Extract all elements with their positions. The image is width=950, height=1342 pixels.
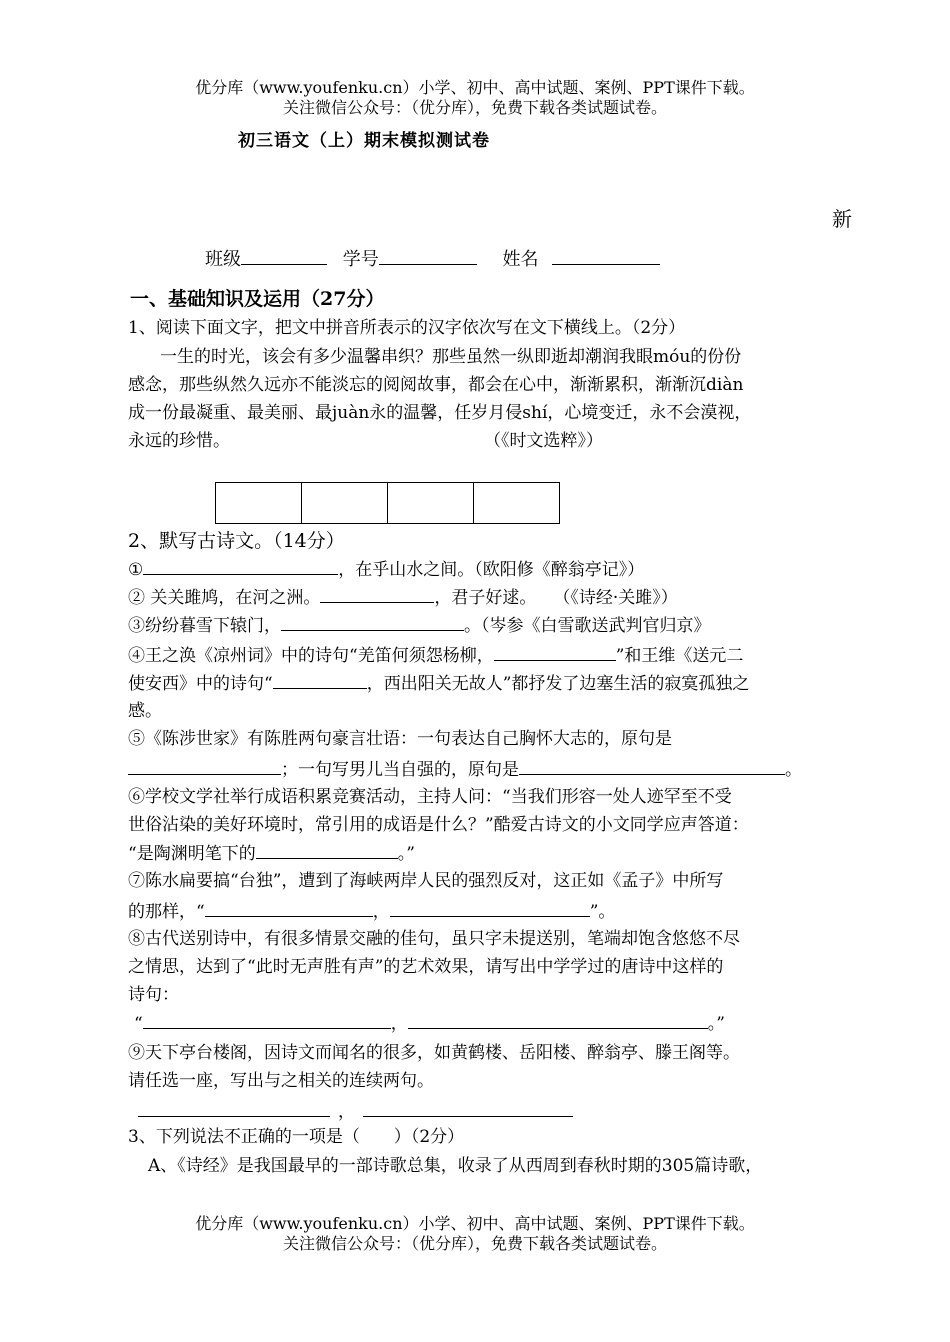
q1-passage-line: 感念，那些纵然久远亦不能淡忘的阅阅故事，都会在心中，渐渐累积，渐渐沉diàn: [128, 375, 744, 395]
q1-source: （《时文选粹》）: [484, 431, 603, 451]
answer-blank[interactable]: [205, 900, 373, 917]
class-field[interactable]: [241, 248, 327, 265]
q2-item-8b: 之情思，达到了“此时无声胜有声”的艺术效果，请写出中学学过的唐诗中这样的: [128, 957, 724, 977]
section-1-heading: 一、基础知识及运用（27分）: [130, 288, 385, 310]
item-text: ③纷纷暮雪下辕门，: [128, 616, 281, 636]
item-text: ，: [338, 1102, 355, 1122]
student-info-row: [205, 248, 660, 271]
q2-item-9c: [138, 1100, 573, 1123]
q3-option-a: A、《诗经》是我国最早的一部诗歌总集，收录了从西周到春秋时期的305篇诗歌，: [148, 1156, 763, 1176]
item-text: 。”: [707, 1014, 725, 1034]
answer-cell[interactable]: [388, 483, 474, 523]
q2-item-8c: 诗句：: [128, 985, 179, 1005]
answer-blank[interactable]: [408, 1012, 708, 1029]
q2-item-4a: [128, 644, 743, 667]
item-text: ”。: [589, 902, 616, 922]
id-field[interactable]: [379, 248, 477, 265]
item-text: ；一句写男儿当自强的，原句是: [281, 760, 519, 780]
q2-item-7a: ⑦陈水扁要搞“台独”，遭到了海峡两岸人民的强烈反对，这正如《孟子》中所写: [128, 871, 724, 891]
item-text: ”和王维《送元二: [615, 646, 744, 666]
item-text: ，: [390, 1014, 408, 1034]
q1-passage-line: 一生的时光，该会有多少温馨串织？那些虽然一纵即逝却潮润我眼móu的份份: [160, 347, 742, 367]
header-line-2: 关注微信公众号：（优分库），免费下载各类试题试卷。: [282, 98, 667, 117]
q2-item-8a: ⑧古代送别诗中，有很多情景交融的佳句，虽只字未提送别，笔端却饱含悠悠不尽: [128, 929, 740, 949]
page-title: 初三语文（上）期末模拟测试卷: [238, 131, 490, 151]
item-text: 。（岑参《白雪歌送武判官归京》: [464, 616, 711, 636]
q2-item-4c: 感。: [128, 701, 162, 721]
item-text: “: [134, 1014, 143, 1034]
answer-blank[interactable]: [519, 758, 785, 775]
class-label: 班级: [205, 249, 241, 270]
q1-passage-line: 成一份最凝重、最美丽、最juàn永的温馨，任岁月侵shí，心境变迁，永不会漠视，: [128, 403, 752, 423]
item-text: ，在乎山水之间。（欧阳修《醉翁亭记》）: [338, 560, 645, 580]
item-text: ，: [372, 902, 390, 922]
item-text: ①: [128, 560, 144, 580]
q2-item-6b: 世俗沾染的美好环境时，常引用的成语是什么？”酷爱古诗文的小文同学应声答道：: [128, 815, 749, 835]
q2-item-5a: ⑤《陈涉世家》有陈胜两句豪言壮语：一句表达自己胸怀大志的，原句是: [128, 729, 672, 749]
answer-blank[interactable]: [128, 758, 281, 775]
answer-blank[interactable]: [256, 842, 398, 859]
item-text: ，君子好逑。 （《诗经·关雎》）: [434, 588, 678, 608]
answer-blank[interactable]: [320, 586, 434, 603]
name-label: 姓名: [502, 249, 539, 270]
item-text: 。: [785, 760, 802, 780]
q2-item-6a: ⑥学校文学社举行成语积累竞赛活动，主持人问：“当我们形容一处人迹罕至不受: [128, 787, 732, 807]
answer-blank[interactable]: [281, 614, 464, 631]
answer-cell[interactable]: [474, 483, 559, 523]
q1-answer-grid: [215, 482, 560, 524]
item-text: ，西出阳关无故人”都抒发了边塞生活的寂寞孤独之: [366, 674, 750, 694]
answer-blank[interactable]: [138, 1100, 330, 1117]
q2-item-7b: [128, 900, 615, 923]
q2-item-4b: [128, 672, 749, 695]
header-line-1: 优分库（www.youfenku.cn）小学、初中、高中试题、案例、PPT课件下载。: [195, 78, 755, 97]
answer-blank[interactable]: [494, 644, 616, 661]
name-field[interactable]: [552, 248, 660, 265]
answer-blank[interactable]: [143, 558, 338, 575]
footer-line-2: 关注微信公众号：（优分库），免费下载各类试题试卷。: [282, 1234, 667, 1253]
answer-blank[interactable]: [143, 1012, 391, 1029]
footer-line-1: 优分库（www.youfenku.cn）小学、初中、高中试题、案例、PPT课件下载。: [195, 1214, 755, 1233]
q2-item-1: [128, 558, 644, 581]
item-text: 的那样，“: [128, 902, 205, 922]
answer-blank[interactable]: [363, 1100, 573, 1117]
q2-item-5b: [128, 758, 802, 781]
item-text: ② 关关雎鸠，在河之洲。: [128, 588, 321, 608]
item-text: ④王之涣《凉州词》中的诗句“羌笛何须怨杨柳，: [128, 646, 494, 666]
q3-prompt: 3、下列说法不正确的一项是（ ）（2分）: [128, 1127, 465, 1147]
q1-passage-line: 永远的珍惜。: [128, 431, 230, 451]
item-text: 。”: [397, 844, 415, 864]
q2-item-2: [128, 586, 678, 609]
corner-char: 新: [832, 207, 852, 231]
answer-cell[interactable]: [216, 483, 302, 523]
answer-blank[interactable]: [273, 672, 367, 689]
q2-item-9b: 请任选一座，写出与之相关的连续两句。: [128, 1071, 434, 1091]
item-text: 使安西》中的诗句“: [128, 674, 273, 694]
q2-item-6c: [128, 842, 415, 865]
q2-item-8d: [134, 1012, 725, 1035]
answer-cell[interactable]: [302, 483, 388, 523]
q2-item-3: [128, 614, 711, 637]
q1-prompt: 1、阅读下面文字，把文中拼音所表示的汉字依次写在文下横线上。（2分）: [128, 318, 686, 338]
item-text: “是陶渊明笔下的: [128, 844, 256, 864]
q2-item-9a: ⑨天下亭台楼阁，因诗文而闻名的很多，如黄鹤楼、岳阳楼、醉翁亭、滕王阁等。: [128, 1043, 740, 1063]
id-label: 学号: [342, 249, 379, 270]
answer-blank[interactable]: [390, 900, 590, 917]
q2-heading: 2、默写古诗文。（14分）: [128, 530, 345, 552]
